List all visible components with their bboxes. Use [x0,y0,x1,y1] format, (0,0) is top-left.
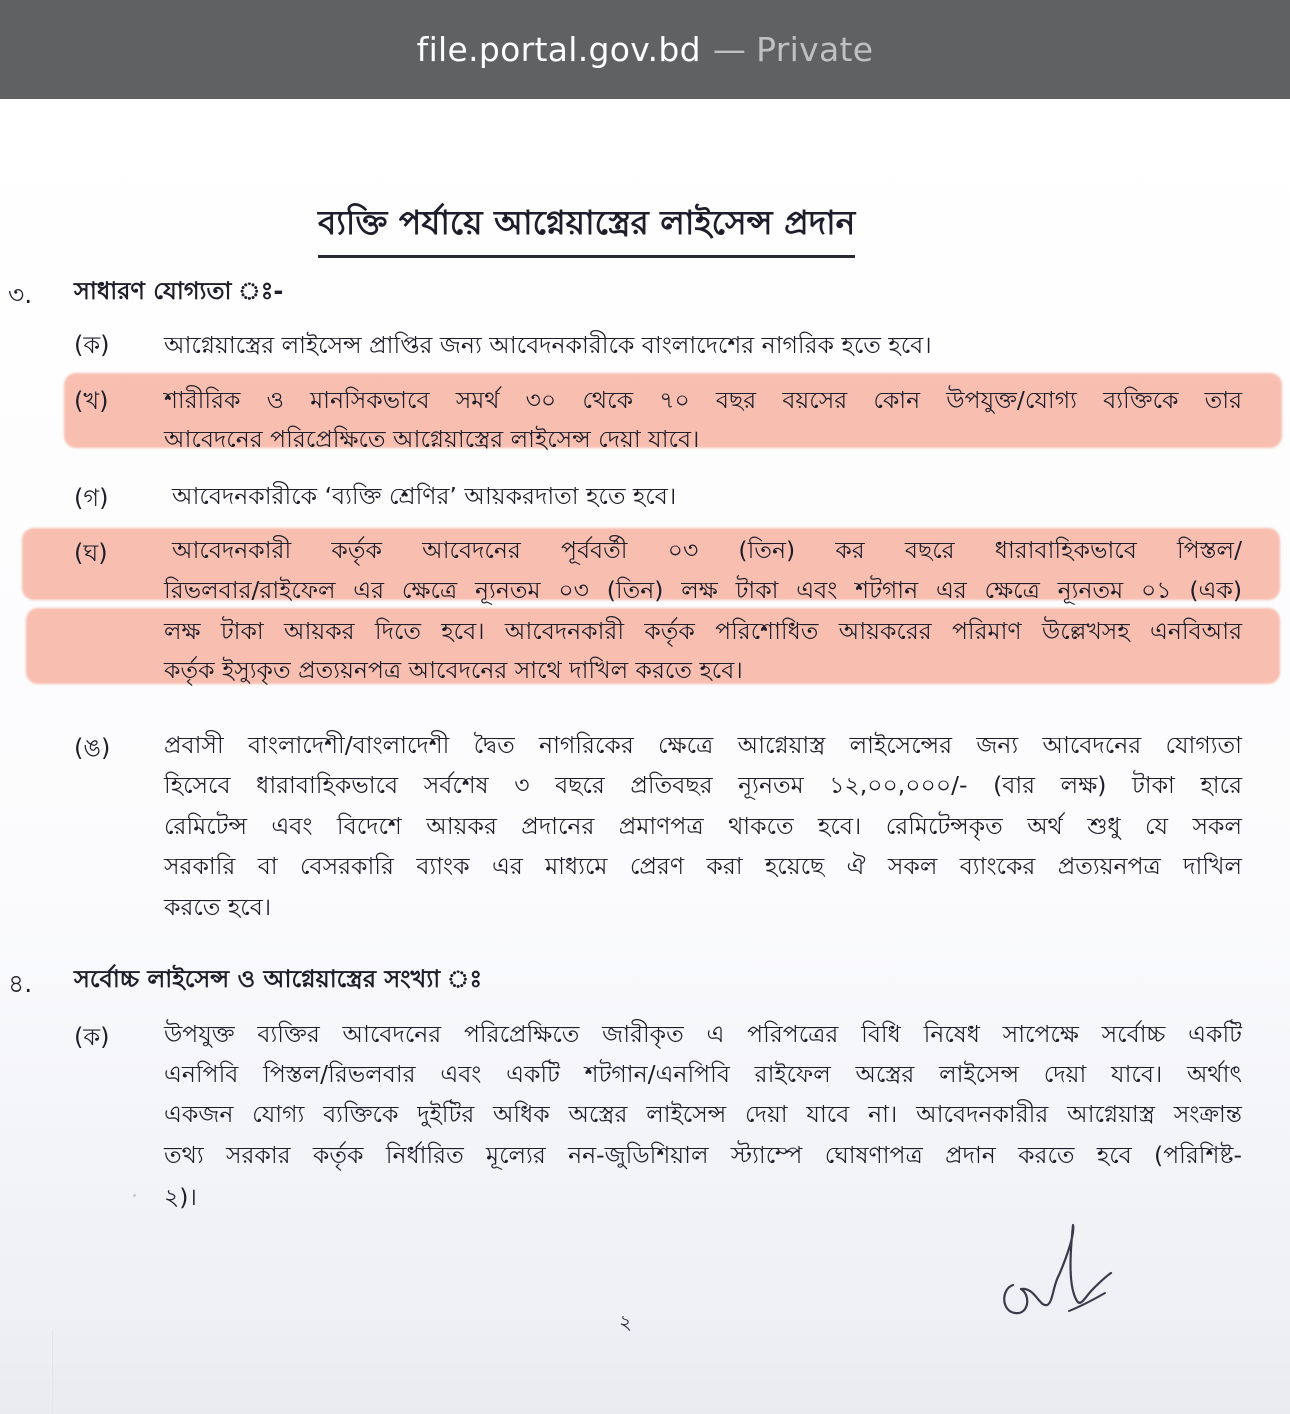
item-line: করতে হবে। [164,893,272,921]
signature-mark [995,1215,1115,1325]
private-mode-label: Private [756,30,874,69]
item-line: আবেদনের পরিপ্রেক্ষিতে আগ্নেয়াস্ত্রের লাইসেন্স দেয়া যাবে। [164,425,700,453]
item-line: কর্তৃক ইস্যুকৃত প্রত্যয়নপত্র আবেদনের সাথে দাখিল করতে হবে। [164,656,743,684]
item-line: এনপিবি পিস্তল/রিভলবার এবং একটি শটগান/এনপিবি রাইফেল অস্ত্রের লাইসেন্স দেয়া যাবে। অর্থাৎ [164,1060,1242,1088]
item-line: প্রবাসী বাংলাদেশী/বাংলাদেশী দ্বৈত নাগরিকের ক্ষেত্রে আগ্নেয়াস্ত্র লাইসেন্সের জন্য আবেদনের যোগ্যতা [164,731,1242,759]
item-line: আবেদনকারীকে ‘ব্যক্তি শ্রেণির’ আয়করদাতা হতে হবে। [172,482,677,510]
address-url: file.portal.gov.bd [416,30,701,69]
item-line: একজন যোগ্য ব্যক্তিকে দুইটির অধিক অস্ত্রের লাইসেন্স দেয়া যাবে না। আবেদনকারীর আগ্নেয়াস্ত্র সংক্রান্ত [164,1100,1242,1128]
address-separator: — [712,30,747,69]
item-line: সরকারি বা বেসরকারি ব্যাংক এর মাধ্যমে প্রেরণ করা হয়েছে ঐ সকল ব্যাংকের প্রত্যয়নপত্র দাখিল [164,852,1242,880]
item-label: (ক) [74,331,110,359]
section-heading: সর্বোচ্চ লাইসেন্স ও আগ্নেয়াস্ত্রের সংখ্যা ঃ [74,965,483,993]
section-number: ৩. [8,280,33,309]
item-label: (ঘ) [74,539,108,567]
item-line: রিভলবার/রাইফেল এর ক্ষেত্রে ন্যূনতম ০৩ (তিন) লক্ষ টাকা এবং শটগান এর ক্ষেত্রে ন্যূনতম ০১ (এক) [164,576,1242,604]
item-label: (ঙ) [74,734,111,762]
item-line: আগ্নেয়াস্ত্রের লাইসেন্স প্রাপ্তির জন্য আবেদনকারীকে বাংলাদেশের নাগরিক হতে হবে। [164,331,932,359]
item-line: হিসেবে ধারাবাহিকভাবে সর্বশেষ ৩ বছরে প্রতিবছর ন্যূনতম ১২,০০,০০০/- (বার লক্ষ) টাকা হারে [164,771,1242,799]
document-title: ব্যক্তি পর্যায়ে আগ্নেয়াস্ত্রের লাইসেন্স প্রদান [318,197,855,258]
scan-speck [133,1194,136,1197]
section-number: ৪. [8,969,33,998]
item-label: (ক) [74,1023,110,1051]
page-number: ২ [619,1310,633,1334]
item-line: তথ্য সরকার কর্তৃক নির্ধারিত মূল্যের নন-জুডিশিয়াল স্ট্যাম্পে ঘোষণাপত্র প্রদান করতে হবে (পরিশিষ্ট- [164,1141,1242,1169]
item-label: (খ) [74,387,109,415]
item-line: উপযুক্ত ব্যক্তির আবেদনের পরিপ্রেক্ষিতে জারীকৃত এ পরিপত্রের বিধি নিষেধ সাপেক্ষে সর্বোচ্চ একটি [164,1020,1242,1048]
item-line: ২)। [164,1183,197,1211]
item-line: রেমিটেন্স এবং বিদেশে আয়কর প্রদানের প্রমাণপত্র থাকতে হবে। রেমিটেন্সকৃত অর্থ শুধু যে সকল [164,812,1242,840]
section-heading: সাধারণ যোগ্যতা ঃ- [74,277,284,305]
item-line: শারীরিক ও মানসিকভাবে সমর্থ ৩০ থেকে ৭০ বছর বয়সের কোন উপযুক্ত/যোগ্য ব্যক্তিকে তার [164,386,1242,414]
item-line: আবেদনকারী কর্তৃক আবেদনের পূর্ববর্তী ০৩ (তিন) কর বছরে ধারাবাহিকভাবে পিস্তল/ [172,536,1242,564]
browser-address-bar[interactable] [0,0,1290,99]
page-edge [52,1330,53,1414]
item-label: (গ) [74,484,109,512]
item-line: লক্ষ টাকা আয়কর দিতে হবে। আবেদনকারী কর্তৃক পরিশোধিত আয়করের পরিমাণ উল্লেখসহ এনবিআর [164,617,1242,645]
